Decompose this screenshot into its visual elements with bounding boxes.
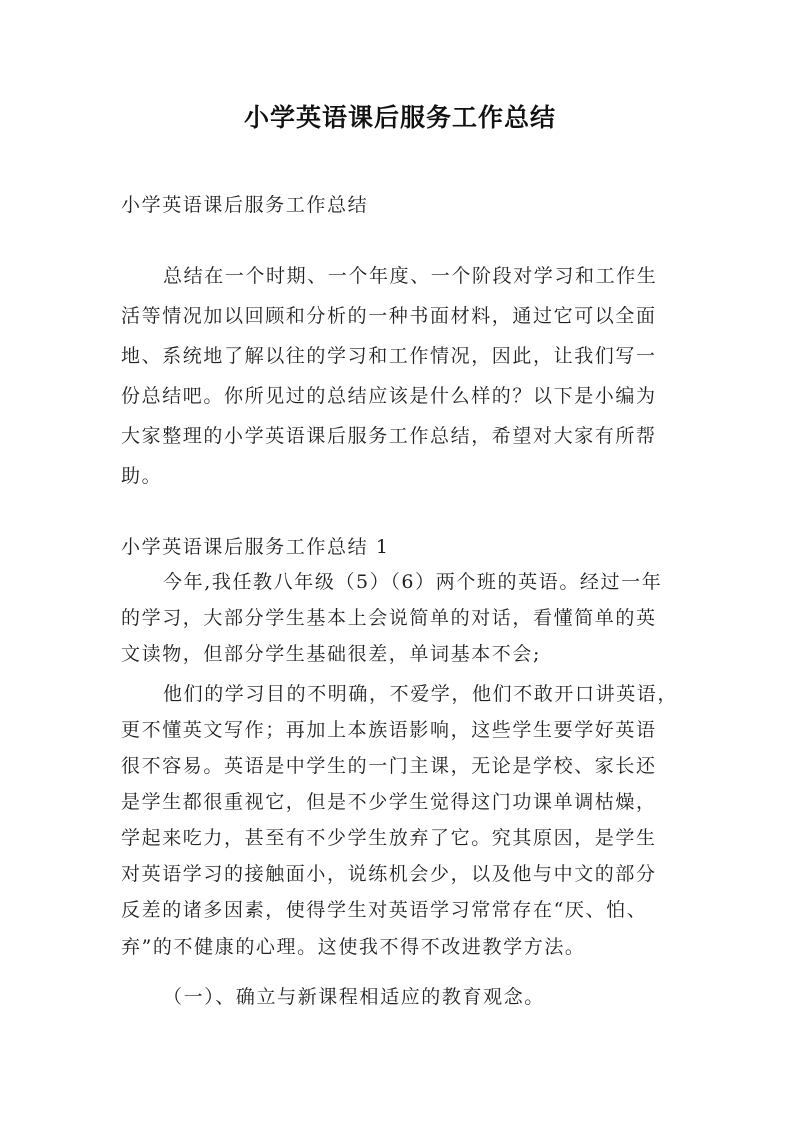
body-line: 很不容易。英语是中学生的一门主课，无论是学校、家长还	[121, 755, 657, 777]
intro-line: 助。	[121, 465, 163, 487]
intro-line: 地、系统地了解以往的学习和工作情况，因此，让我们写一	[121, 345, 657, 367]
body-line: 文读物，但部分学生基础很差，单词基本不会;	[121, 643, 542, 665]
body-line: 学起来吃力，甚至有不少学生放弃了它。究其原因，是学生	[121, 827, 657, 849]
intro-line: 活等情况加以回顾和分析的一种书面材料，通过它可以全面	[121, 305, 657, 327]
body-line: 弃”的不健康的心理。这使我不得不改进教学方法。	[121, 936, 586, 958]
section-heading: 小学英语课后服务工作总结 1	[121, 536, 390, 558]
body-line: 今年,我任教八年级（5）（6）两个班的英语。经过一年	[163, 571, 663, 593]
body-line: 对英语学习的接触面小，说练机会少，以及他与中文的部分	[121, 863, 657, 885]
intro-line: 总结在一个时期、一个年度、一个阶段对学习和工作生	[163, 265, 658, 287]
body-line: 反差的诸多因素，使得学生对英语学习常常存在“厌、怕、	[121, 899, 648, 921]
intro-line: 大家整理的小学英语课后服务工作总结，希望对大家有所帮	[121, 425, 657, 447]
document-title: 小学英语课后服务工作总结	[243, 103, 556, 132]
body-line: 的学习，大部分学生基本上会说简单的对话，看懂简单的英	[121, 607, 657, 629]
document-subtitle: 小学英语课后服务工作总结	[121, 194, 369, 216]
body-line: 是学生都很重视它，但是不少学生觉得这门功课单调枯燥，	[121, 791, 657, 813]
body-line: 他们的学习目的不明确，不爱学，他们不敢开口讲英语，	[163, 683, 679, 705]
body-line: （一）、确立与新课程相适应的教育观念。	[163, 986, 545, 1008]
body-line: 更不懂英文写作；再加上本族语影响，这些学生要学好英语	[121, 719, 657, 741]
intro-line: 份总结吧。你所见过的总结应该是什么样的？以下是小编为	[121, 385, 657, 407]
